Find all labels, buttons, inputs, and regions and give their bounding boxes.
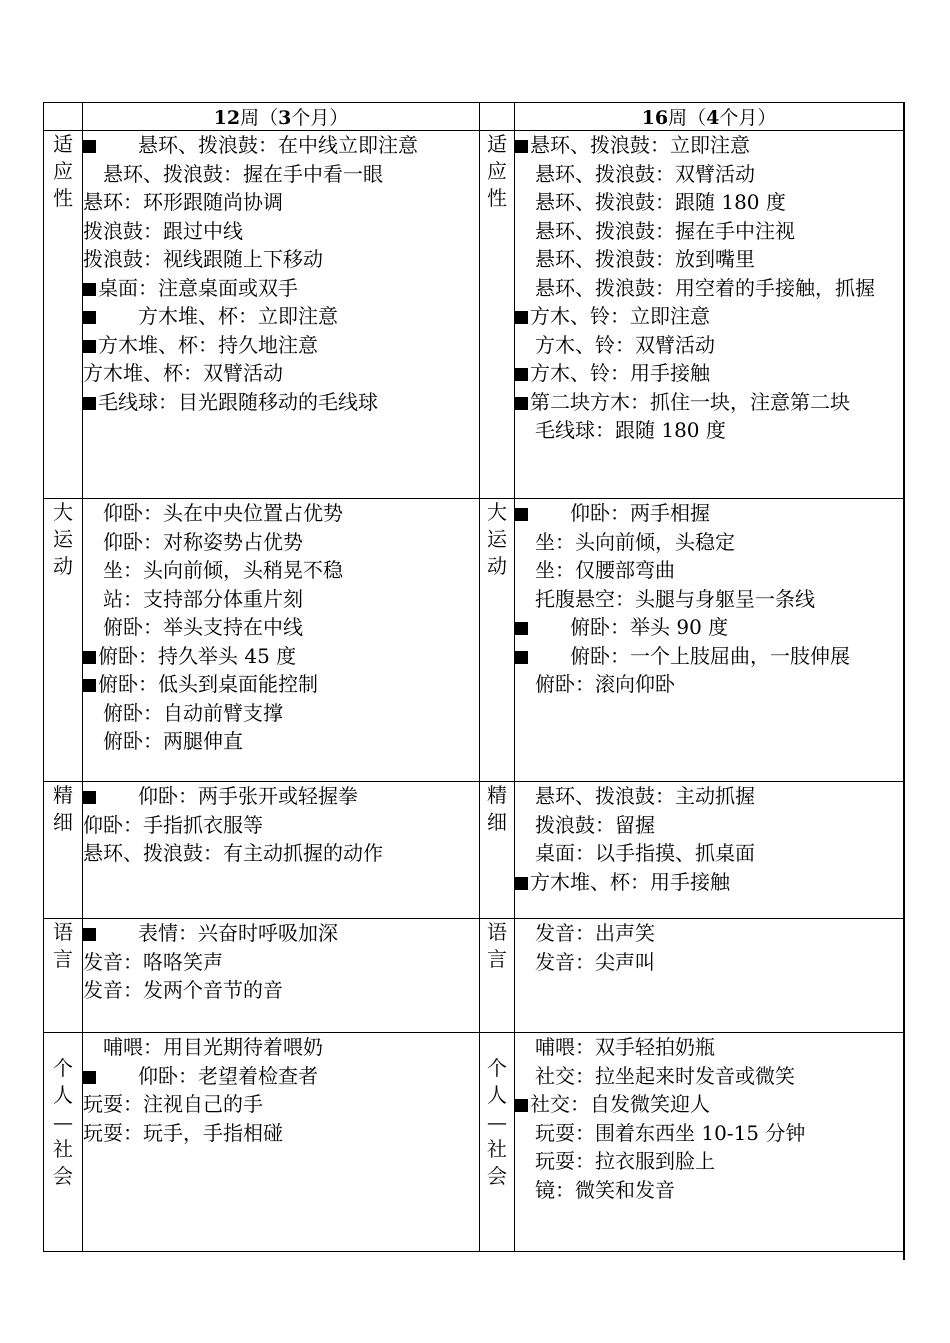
milestone-text: 哺喂：用目光期待着喂奶: [83, 1035, 323, 1059]
milestone-item: [515, 839, 903, 868]
milestone-item: [515, 1090, 903, 1119]
milestone-text: 悬环、拨浪鼓：跟随 180 度: [515, 190, 786, 214]
row-personal-social: [44, 1033, 904, 1252]
items-cell-left: [83, 1033, 480, 1252]
category-label: 精细: [487, 783, 507, 834]
key-item-square-icon: [515, 368, 528, 381]
milestone-text: 发音：尖声叫: [515, 949, 655, 974]
milestone-text: 俯卧：举头支持在中线: [83, 615, 303, 639]
category-cell-right: [480, 1033, 515, 1252]
items-cell-right: [515, 919, 904, 1033]
header-left-months: 3: [278, 107, 292, 129]
milestone-item: [83, 217, 479, 246]
milestone-text: 悬环：环形跟随尚协调: [83, 190, 283, 214]
category-label: 语言: [487, 920, 507, 971]
milestone-text: 拨浪鼓：视线跟随上下移动: [83, 247, 323, 271]
key-item-square-icon: [83, 928, 96, 941]
key-item-square-icon: [83, 283, 96, 296]
category-label: 个人—社会: [53, 1056, 73, 1188]
development-table-sheet: [43, 102, 903, 1252]
milestone-text: 悬环、拨浪鼓：有主动抓握的动作: [83, 841, 383, 865]
milestone-text: 方木堆、杯：立即注意: [98, 304, 338, 328]
header-right-weeks: 16: [641, 107, 669, 129]
key-item-square-icon: [515, 1099, 528, 1112]
milestone-text: 俯卧：低头到桌面能控制: [98, 672, 318, 696]
milestone-text: 仰卧：两手张开或轻握拳: [98, 784, 358, 808]
milestone-text: 悬环、拨浪鼓：主动抓握: [515, 784, 755, 808]
key-item-square-icon: [515, 877, 528, 890]
milestone-item: [515, 811, 903, 840]
key-item-square-icon: [515, 622, 528, 635]
items-cell-right: [515, 782, 904, 919]
milestone-text: 仰卧：对称姿势占优势: [83, 529, 303, 554]
items-cell-left: [83, 782, 480, 919]
milestone-item: [515, 188, 903, 217]
milestone-item: [515, 388, 903, 417]
category-cell-left: [44, 499, 83, 782]
milestone-text: 俯卧：持久举头 45 度: [98, 643, 297, 668]
milestone-text: 方木堆、杯：用手接触: [530, 869, 730, 894]
milestone-item: [83, 727, 479, 756]
milestone-item: [83, 245, 479, 274]
milestone-item: [515, 613, 903, 642]
milestone-item: [83, 585, 479, 614]
milestone-item: [515, 331, 903, 360]
category-cell-left: [44, 1033, 83, 1252]
items-cell-left: [83, 919, 480, 1033]
key-item-square-icon: [83, 1071, 96, 1084]
milestone-text: 仰卧：头在中央位置占优势: [83, 501, 343, 525]
category-label: 大运动: [53, 500, 73, 578]
milestone-text: 发音：发两个音节的音: [83, 978, 283, 1002]
milestone-text: 托腹悬空：头腿与身躯呈一条线: [515, 586, 815, 611]
milestone-text: 拨浪鼓：跟过中线: [83, 218, 243, 243]
milestone-item: [83, 528, 479, 557]
category-cell-right: [480, 131, 515, 499]
milestone-text: 玩耍：玩手，手指相碰: [83, 1120, 283, 1145]
milestone-item: [83, 1119, 479, 1148]
milestone-text: 坐：头向前倾，头稳定: [515, 529, 735, 554]
milestone-item: [83, 811, 479, 840]
development-milestone-table: [43, 102, 904, 1252]
milestone-text: 桌面：注意桌面或双手: [98, 275, 298, 300]
milestone-text: 坐：头向前倾，头稍晃不稳: [83, 558, 343, 582]
milestone-item: [83, 976, 479, 1005]
milestone-text: 悬环、拨浪鼓：用空着的手接触，抓握: [515, 275, 875, 300]
milestone-text: 社交：拉坐起来时发音或微笑: [515, 1063, 795, 1088]
milestone-item: [83, 948, 479, 977]
milestone-item: [515, 1062, 903, 1091]
category-label: 适应性: [487, 132, 507, 210]
milestone-text: 悬环、拨浪鼓：双臂活动: [515, 161, 755, 186]
milestone-item: [83, 274, 479, 303]
milestone-text: 发音：咯咯笑声: [83, 949, 223, 974]
milestone-item: [515, 948, 903, 977]
category-cell-right: [480, 782, 515, 919]
milestone-item: [515, 642, 903, 671]
milestone-text: 玩耍：围着东西坐 10-15 分钟: [515, 1120, 806, 1145]
milestone-item: [515, 585, 903, 614]
milestone-item: [515, 274, 903, 303]
milestone-item: [515, 868, 903, 897]
items-cell-right: [515, 499, 904, 782]
milestone-item: [515, 1119, 903, 1148]
header-left-unit: 周（: [240, 107, 279, 129]
milestone-item: [515, 1033, 903, 1062]
key-item-square-icon: [83, 791, 96, 804]
key-item-square-icon: [515, 397, 528, 410]
milestone-text: 表情：兴奋时呼吸加深: [98, 921, 338, 945]
row-adaptive: [44, 131, 904, 499]
key-item-square-icon: [83, 651, 96, 664]
milestone-item: [83, 499, 479, 528]
milestone-item: [83, 359, 479, 388]
milestone-text: 社交：自发微笑迎人: [530, 1092, 710, 1116]
milestone-text: 方木、铃：双臂活动: [515, 332, 715, 357]
milestone-item: [83, 1033, 479, 1062]
milestone-item: [515, 245, 903, 274]
header-right-tail: 个月）: [719, 107, 777, 129]
key-item-square-icon: [83, 140, 96, 153]
milestone-text: 毛线球：跟随 180 度: [515, 418, 726, 442]
milestone-item: [515, 1176, 903, 1205]
key-item-square-icon: [83, 679, 96, 692]
items-cell-right: [515, 1033, 904, 1252]
key-item-square-icon: [83, 397, 96, 410]
milestone-text: 俯卧：一个上肢屈曲，一肢伸展: [530, 643, 850, 668]
milestone-text: 第二块方木：抓住一块，注意第二块: [530, 389, 850, 414]
key-item-square-icon: [83, 311, 96, 324]
row-fine-motor: [44, 782, 904, 919]
milestone-item: [515, 416, 903, 445]
milestone-item: [515, 160, 903, 189]
milestone-text: 俯卧：滚向仰卧: [515, 672, 675, 696]
milestone-item: [515, 1147, 903, 1176]
milestone-item: [515, 217, 903, 246]
category-label: 适应性: [53, 132, 73, 210]
milestone-text: 方木堆、杯：双臂活动: [83, 361, 283, 385]
milestone-item: [83, 919, 479, 948]
milestone-item: [515, 359, 903, 388]
milestone-item: [83, 670, 479, 699]
milestone-text: 悬环、拨浪鼓：立即注意: [530, 133, 750, 157]
milestone-item: [83, 642, 479, 671]
header-spacer-cell: [480, 103, 515, 131]
milestone-item: [83, 188, 479, 217]
right-border-line: [903, 102, 905, 1260]
items-cell-left: [83, 131, 480, 499]
header-corner-cell: [44, 103, 83, 131]
header-row: [44, 103, 904, 131]
category-cell-right: [480, 499, 515, 782]
milestone-text: 仰卧：两手相握: [530, 501, 710, 525]
items-cell-right: [515, 131, 904, 499]
milestone-text: 玩耍：拉衣服到脸上: [515, 1149, 715, 1173]
header-12-weeks: [83, 103, 480, 131]
milestone-item: [83, 699, 479, 728]
category-cell-left: [44, 131, 83, 499]
milestone-text: 镜：微笑和发音: [515, 1177, 675, 1202]
milestone-text: 仰卧：手指抓衣服等: [83, 812, 263, 837]
items-cell-left: [83, 499, 480, 782]
category-label: 大运动: [487, 500, 507, 578]
milestone-text: 方木、铃：用手接触: [530, 361, 710, 385]
milestone-item: [83, 1090, 479, 1119]
milestone-item: [83, 331, 479, 360]
milestone-text: 悬环、拨浪鼓：握在手中注视: [515, 218, 795, 243]
milestone-text: 俯卧：举头 90 度: [530, 615, 729, 639]
category-label: 个人—社会: [487, 1056, 507, 1188]
milestone-item: [515, 131, 903, 160]
header-left-tail: 个月）: [291, 107, 349, 129]
milestone-item: [83, 613, 479, 642]
milestone-item: [515, 302, 903, 331]
milestone-text: 方木、铃：立即注意: [530, 304, 710, 328]
milestone-text: 哺喂：双手轻拍奶瓶: [515, 1035, 715, 1059]
milestone-text: 方木堆、杯：持久地注意: [98, 332, 318, 357]
milestone-item: [515, 919, 903, 948]
milestone-item: [83, 388, 479, 417]
category-cell-right: [480, 919, 515, 1033]
milestone-text: 玩耍：注视自己的手: [83, 1092, 263, 1116]
milestone-text: 悬环、拨浪鼓：放到嘴里: [515, 247, 755, 271]
milestone-item: [83, 302, 479, 331]
milestone-text: 桌面：以手指摸、抓桌面: [515, 841, 755, 865]
milestone-text: 俯卧：自动前臂支撑: [83, 700, 283, 725]
milestone-item: [515, 670, 903, 699]
milestone-item: [83, 131, 479, 160]
milestone-item: [83, 160, 479, 189]
milestone-text: 发音：出声笑: [515, 921, 655, 945]
milestone-text: 站：支持部分体重片刻: [83, 586, 303, 611]
row-gross-motor: [44, 499, 904, 782]
key-item-square-icon: [515, 508, 528, 521]
milestone-text: 悬环、拨浪鼓：握在手中看一眼: [83, 161, 383, 186]
milestone-text: 坐：仅腰部弯曲: [515, 558, 675, 582]
category-cell-left: [44, 919, 83, 1033]
milestone-text: 俯卧：两腿伸直: [83, 729, 243, 753]
milestone-text: 拨浪鼓：留握: [515, 812, 655, 837]
key-item-square-icon: [515, 311, 528, 324]
milestone-item: [515, 782, 903, 811]
header-left-weeks: 12: [213, 107, 241, 129]
key-item-square-icon: [83, 340, 96, 353]
milestone-item: [83, 1062, 479, 1091]
milestone-text: 仰卧：老望着检查者: [98, 1063, 318, 1088]
key-item-square-icon: [515, 651, 528, 664]
row-language: [44, 919, 904, 1033]
milestone-item: [515, 556, 903, 585]
key-item-square-icon: [515, 140, 528, 153]
milestone-item: [83, 839, 479, 868]
milestone-text: 悬环、拨浪鼓：在中线立即注意: [98, 133, 418, 157]
category-cell-left: [44, 782, 83, 919]
milestone-item: [83, 782, 479, 811]
milestone-item: [515, 528, 903, 557]
milestone-item: [515, 499, 903, 528]
header-right-months: 4: [706, 107, 720, 129]
header-right-unit: 周（: [668, 107, 707, 129]
milestone-item: [83, 556, 479, 585]
category-label: 语言: [53, 920, 73, 971]
category-label: 精细: [53, 783, 73, 834]
header-16-weeks: [515, 103, 904, 131]
milestone-text: 毛线球：目光跟随移动的毛线球: [98, 389, 378, 414]
